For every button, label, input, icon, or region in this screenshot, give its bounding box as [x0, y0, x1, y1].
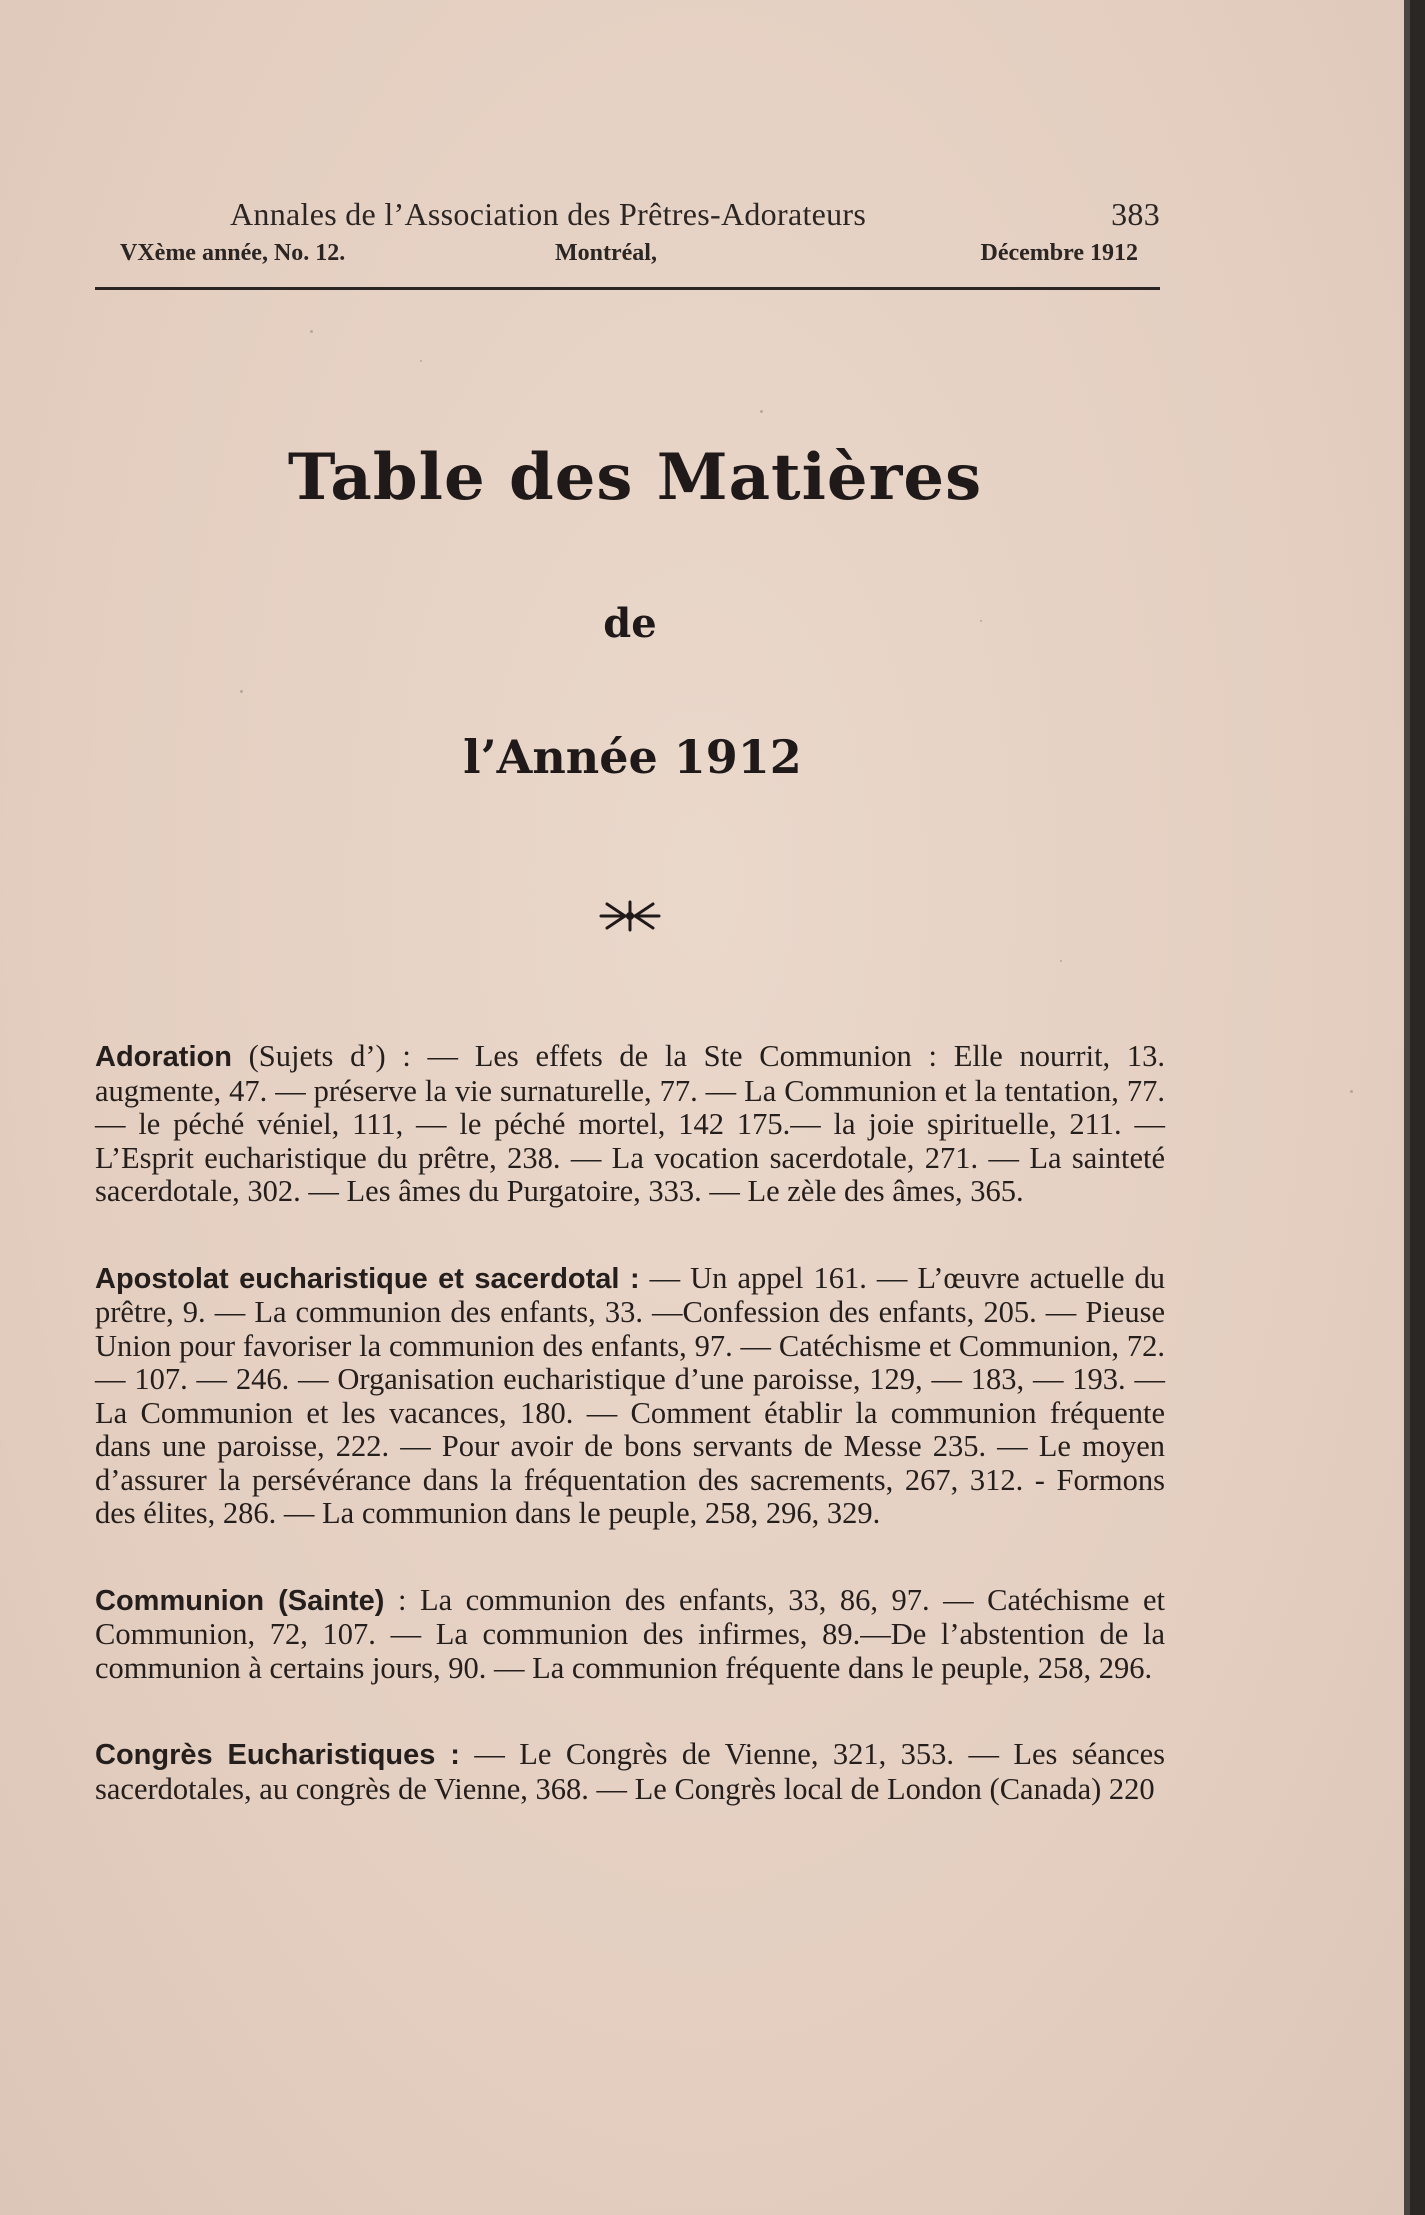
entry-term: Apostolat eucharistique et sacerdotal :: [95, 1262, 640, 1295]
index-entry-adoration: [95, 1040, 1165, 1209]
entry-term: Adoration: [95, 1041, 232, 1073]
entry-qualifier: :: [384, 1582, 420, 1617]
issue-date: Décembre 1912: [980, 240, 1138, 266]
paper-speck: [980, 620, 982, 622]
paper-speck: [1350, 1090, 1353, 1093]
title-year: l’Année 1912: [463, 730, 802, 784]
index-entry-communion: [95, 1584, 1165, 1686]
entry-term: Congrès Eucharistiques :: [95, 1739, 460, 1771]
entry-qualifier: (Sujets d’) :: [231, 1039, 428, 1073]
index-entry-congres: [95, 1738, 1165, 1806]
entry-text: — Un appel 161. — L’œuvre actuelle du prêtre, 9. — La communion des enfants, 33. —Confession des enfants, 205. — Pieuse Union pour favoriser la communion des enfants, 97. — Catéchisme et Communion, 72.— 107. — 246. — Organisation eucharistique d’une paroisse, 129, — 183, — 193. — La Communion et les vacances, 180. — Comment établir la communion fréquente dans une paroisse, 222. — Pour avoir de bons servants de Messe 235. — Le moyen d’assurer la persévérance dans la fréquentation des sacrements, 267, 312. - Formons des élites, 286. — La communion dans le peuple, 258, 296, 329.: [95, 1260, 1166, 1530]
paper-speck: [310, 330, 313, 333]
paper-speck: [240, 690, 243, 693]
page-title: Table des Matières: [287, 440, 983, 515]
entry-text: La communion des enfants, 33, 86, 97. — Catéchisme et Communion, 72, 107. — La communion des infirmes, 89.—De l’abstention de la communion à certains jours, 90. — La communion fréquente dans le peuple, 258, 296.: [95, 1582, 1165, 1685]
fleuron-ornament-icon: [597, 896, 663, 936]
paper-speck: [1060, 960, 1062, 962]
page-number: 383: [1111, 196, 1160, 232]
index-entry-apostolat: [95, 1262, 1165, 1531]
entry-term: Communion (Sainte): [95, 1584, 385, 1617]
publication-city: Montréal,: [555, 240, 657, 266]
title-connector: de: [603, 600, 657, 647]
journal-title: Annales de l’Association des Prêtres-Adorateurs: [230, 196, 867, 232]
entry-text: — Les effets de la Ste Communion : Elle nourrit, 13. augmente, 47. — préserve la vie surnaturelle, 77. — La Communion et la tentation, 77. — le péché véniel, 111, — le péché mortel, 142 175.— la joie spirituelle, 211. — L’Esprit eucharistique du prêtre, 238. — La vocation sacerdotale, 271. — La sainteté sacerdotale, 302. — Les âmes du Purgatoire, 333. — Le zèle des âmes, 365.: [95, 1039, 1166, 1208]
volume-number: VXème année, No. 12.: [120, 240, 346, 266]
paper-speck: [760, 410, 763, 413]
paper-speck: [420, 360, 422, 362]
entry-text: — Le Congrès de Vienne, 321, 353. — Les séances sacerdotales, au congrès de Vienne, 368. — Le Congrès local de London (Canada) 220: [95, 1737, 1165, 1806]
header-rule: [95, 287, 1160, 290]
index-entries: [95, 1040, 1165, 1859]
